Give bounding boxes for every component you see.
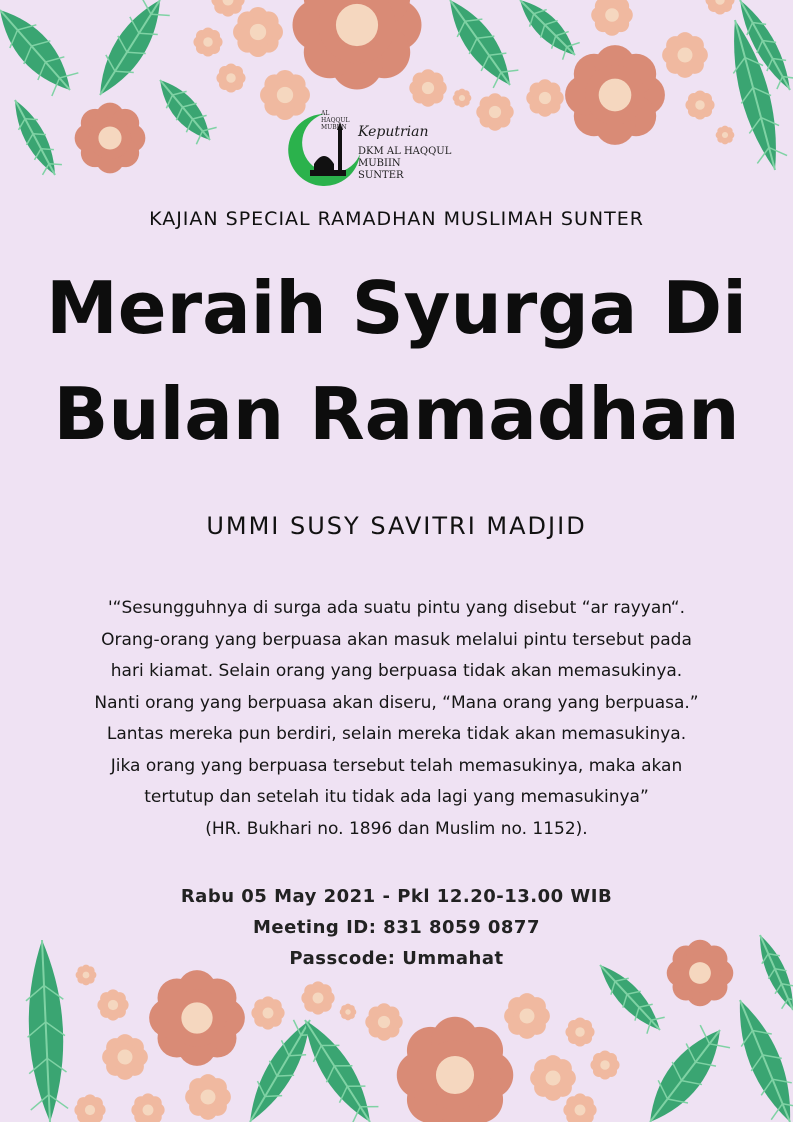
hadith-quote: [40, 593, 753, 845]
leaf-icon: [100, 0, 170, 95]
quote-line: (HR. Bukhari no. 1896 dan Muslim no. 1152).: [205, 818, 588, 839]
logo-organization: [358, 146, 494, 182]
flower-icon: [301, 981, 334, 1014]
leaf-icon: [520, 0, 580, 60]
flower-icon: [365, 1003, 402, 1040]
event-subtitle: KAJIAN SPECIAL RAMADHAN MUSLIMAH SUNTER: [149, 208, 644, 230]
flower-icon: [504, 993, 550, 1039]
flower-icon: [75, 103, 146, 174]
flower-icon: [233, 7, 283, 57]
flower-icon: [185, 1074, 231, 1120]
flower-icon: [590, 1050, 619, 1079]
flower-icon: [251, 996, 284, 1029]
quote-line: hari kiamat. Selain orang yang berpuasa tidak akan memasukinya.: [110, 661, 683, 681]
logo-org-line-1: DKM AL HAQQUL MUBIIN: [358, 146, 452, 169]
speaker-name: UMMI SUSY SAVITRI MADJID: [206, 512, 587, 540]
quote-line: Jika orang yang berpuasa tersebut telah memasukinya, maka akan: [110, 755, 683, 776]
flower-icon: [565, 45, 665, 145]
flower-icon: [685, 90, 714, 119]
flower-icon: [397, 1017, 513, 1122]
flower-icon: [453, 89, 472, 108]
flower-icon: [193, 27, 222, 56]
flower-icon: [563, 1093, 596, 1122]
logo-small-line-3: MUBIIN: [321, 124, 347, 131]
flower-icon: [216, 63, 245, 92]
flower-icon: [102, 1034, 148, 1080]
quote-line: tertutup dan setelah itu tidak ada lagi yang memasukinya”: [144, 787, 649, 807]
quote-line: Nanti orang yang berpuasa akan diseru, “Mana orang yang berpuasa.”: [94, 692, 699, 713]
quote-line: Orang-orang yang berpuasa akan masuk melalui pintu tersebut pada: [101, 629, 692, 650]
organization-logo: [284, 108, 494, 188]
leaf-icon: [740, 1000, 793, 1122]
title-line-1: Meraih Syurga Di: [46, 266, 747, 350]
flower-icon: [74, 1094, 105, 1122]
logo-small-line-1: AL: [321, 110, 330, 117]
flower-icon: [409, 69, 446, 106]
flower-icon: [565, 1017, 594, 1046]
flower-icon: [131, 1093, 164, 1122]
quote-line: Lantas mereka pun berdiri, selain mereka tidak akan memasukinya.: [106, 724, 687, 744]
flower-icon: [211, 0, 244, 17]
flower-icon: [293, 0, 422, 89]
logo-brand: Keputrian: [358, 124, 429, 140]
title-line-2: Bulan Ramadhan: [53, 372, 740, 456]
passcode: Passcode: Ummahat: [289, 948, 504, 969]
leaf-icon: [160, 80, 217, 144]
flower-icon: [149, 970, 245, 1066]
meeting-id: Meeting ID: 831 8059 0877: [253, 917, 540, 938]
leaf-icon: [305, 1020, 378, 1122]
logo-small-text: [321, 110, 351, 131]
flower-icon: [530, 1055, 576, 1101]
flower-icon: [97, 989, 128, 1020]
event-schedule: [0, 881, 793, 974]
flower-icon: [526, 79, 563, 116]
flower-icon: [705, 0, 734, 15]
logo-org-line-2: SUNTER: [358, 170, 404, 181]
flower-icon: [591, 0, 633, 36]
logo-small-line-2: HAQQUL: [321, 117, 350, 124]
leaf-icon: [650, 1025, 730, 1122]
leaf-icon: [450, 0, 518, 88]
flower-icon: [340, 1004, 357, 1021]
event-datetime: Rabu 05 May 2021 - Pkl 12.20-13.00 WIB: [180, 886, 613, 907]
flower-icon: [662, 32, 708, 78]
flower-icon: [716, 126, 735, 145]
leaf-icon: [0, 10, 78, 96]
quote-line: '“Sesungguhnya di surga ada suatu pintu yang disebut “ar rayyan“.: [107, 598, 686, 618]
leaf-icon: [600, 965, 665, 1034]
leaf-icon: [15, 100, 62, 175]
